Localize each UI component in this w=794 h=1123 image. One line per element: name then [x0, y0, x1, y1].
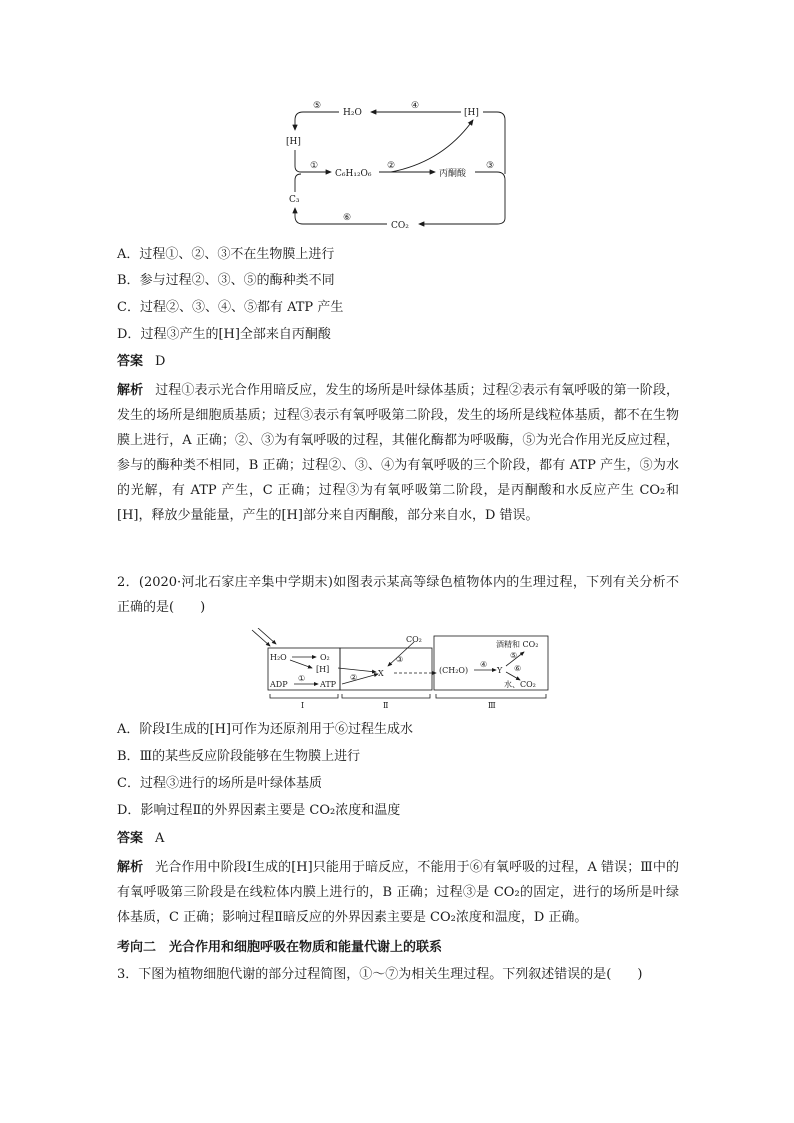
d2-c2: ② — [350, 673, 358, 682]
node-c3: C₃ — [289, 195, 300, 205]
circle-5: ⑤ — [313, 101, 322, 111]
q2-stem: 2．(2020·河北石家庄辛集中学期末)如图表示某高等绿色植物体内的生理过程，下列有关分析不正确的是( ) — [117, 575, 679, 615]
q2-option-b: B．Ⅲ的某些反应阶段能够在生物膜上进行 — [117, 749, 361, 764]
d2-stage-2: Ⅱ — [383, 701, 389, 710]
q1-analysis: 解析 过程①表示光合作用暗反应，发生的场所是叶绿体基质；过程②表示有氧呼吸的第一阶段，发生的场所是细胞质基质；过程③表示有氧呼吸第二阶段，发生的场所是线粒体基质，都不在生物膜上进行，A 正确；②、③为有氧呼吸的过程，其催化酶都为呼吸酶，⑤为光合作用光反应过程，参与的酶种类不相同，B 正确；过程②、③、④为有氧呼吸的三个阶段，都有 ATP 产生，⑤为水的光解，有 ATP 产生，C 正确；过程③为有氧呼吸第二阶段，是丙酮酸和水反应产生 CO₂和[H]，释放少量能量，产生的[H]部分来自丙酮酸，部分来自水，D 错误。 — [117, 383, 679, 523]
arrow-glycolysis-to-h — [391, 120, 473, 172]
node-glucose: C₆H₁₂O₆ — [335, 169, 372, 179]
d2-y: Y — [497, 666, 503, 675]
circle-2: ② — [387, 161, 396, 171]
metabolism-cycle-diagram — [283, 96, 513, 234]
d2-x: X — [378, 669, 384, 678]
node-co2: CO₂ — [391, 221, 409, 231]
d2-h: [H] — [316, 665, 330, 674]
arrow-c3-to-glucose — [295, 174, 301, 192]
circle-3: ③ — [486, 161, 495, 171]
d2-o2: O₂ — [320, 653, 330, 662]
node-pyruvate: 丙酮酸 — [439, 169, 467, 179]
d2-ch2o: (CH₂O) — [439, 666, 469, 675]
photosynthesis-respiration-diagram — [246, 628, 556, 710]
circle-1: ① — [310, 161, 319, 171]
q3-stem: 3．下图为植物细胞代谢的部分过程简图，①～⑦为相关生理过程。下列叙述错误的是( ) — [117, 967, 643, 982]
circle-4: ④ — [411, 101, 420, 111]
node-h-left: [H] — [286, 137, 301, 147]
circle-6: ⑥ — [343, 213, 352, 223]
d2-c5: ⑤ — [510, 651, 518, 660]
q2-option-a: A．阶段Ⅰ生成的[H]可作为还原剂用于⑥过程生成水 — [117, 722, 414, 737]
d2-stage-3: Ⅲ — [488, 701, 496, 710]
d2-atp: ATP — [320, 680, 337, 689]
q1-option-c: C．过程②、③、④、⑤都有 ATP 产生 — [117, 300, 344, 315]
d2-h2o: H₂O — [270, 653, 287, 662]
q1-option-b: B．参与过程②、③、⑤的酶种类不同 — [117, 273, 335, 288]
d2-alcohol: 酒精和 CO₂ — [496, 640, 539, 649]
node-h2o: H₂O — [343, 108, 362, 118]
d2-c1: ① — [298, 674, 306, 683]
d2-stage-1: Ⅰ — [301, 701, 305, 710]
d2-c3: ③ — [396, 655, 404, 664]
node-h-top: [H] — [464, 108, 479, 118]
d2-c4: ④ — [480, 660, 488, 669]
q2-answer: 答案 A — [117, 831, 165, 846]
d2-adp: ADP — [270, 680, 288, 689]
d2-co2: CO₂ — [406, 635, 422, 644]
q2-analysis: 解析 光合作用中阶段Ⅰ生成的[H]只能用于暗反应，不能用于⑥有氧呼吸的过程，A 错误；Ⅲ中的有氧呼吸第三阶段是在线粒体内膜上进行的，B 正确；过程③是 CO₂的固定，进行的场所是叶绿体基质，C 正确；影响过程Ⅱ暗反应的外界因素主要是 CO₂浓度和温度，D 正确。 — [117, 860, 679, 925]
arrow-process-5 — [295, 112, 339, 130]
arrow-process-3 — [419, 172, 505, 224]
stage-2-box — [340, 648, 432, 690]
arrow-process-6 — [295, 208, 387, 224]
q1-option-a: A．过程①、②、③不在生物膜上进行 — [117, 247, 335, 262]
q1-option-d: D．过程③产生的[H]全部来自丙酮酸 — [117, 327, 331, 342]
d2-water: 水、CO₂ — [504, 680, 536, 689]
d2-c6: ⑥ — [514, 664, 522, 673]
q2-option-c: C．过程③进行的场所是叶绿体基质 — [117, 776, 322, 791]
q2-option-d: D．影响过程Ⅱ的外界因素主要是 CO₂浓度和温度 — [117, 803, 401, 818]
q1-answer: 答案 D — [117, 354, 166, 369]
section-heading: 考向二 光合作用和细胞呼吸在物质和能量代谢上的联系 — [117, 940, 443, 955]
